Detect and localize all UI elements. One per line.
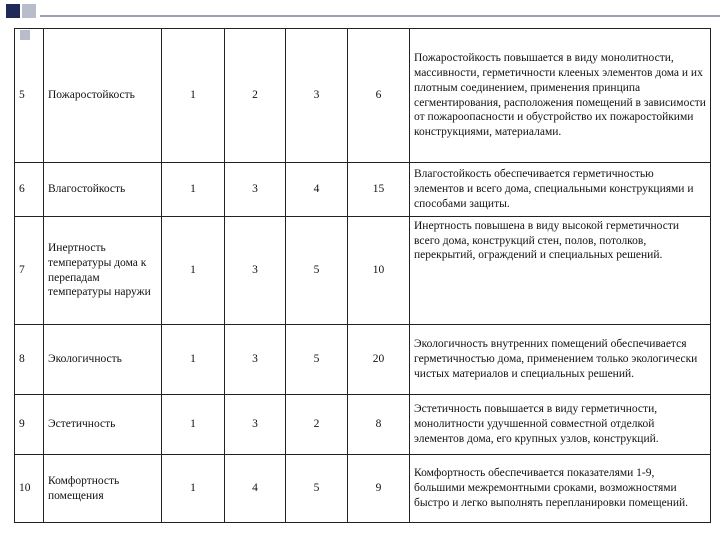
corner-square-dark [6,4,20,18]
value-cell: 10 [348,217,410,325]
properties-table [14,28,711,523]
value-cell: 1 [162,395,225,455]
value-cell: 1 [162,217,225,325]
property-description: Экологичность внутренних помещений обеспечивается герметичностью дома, применением только экологически чистых материалов и специальных решений. [410,325,711,395]
value-cell: 3 [286,29,348,163]
property-description: Эстетичность повышается в виду герметичности, монолитности удучшенной совместной отделкой элементов дома, его крупных узлов, конструкций. [410,395,711,455]
row-number: 8 [15,325,44,395]
header-rule [40,15,720,17]
value-cell: 2 [286,395,348,455]
table-row [15,325,711,395]
property-name: Эстетичность [44,395,162,455]
corner-square-light [22,4,36,18]
value-cell: 5 [286,217,348,325]
table-row [15,395,711,455]
value-cell: 8 [348,395,410,455]
table-row [15,29,711,163]
value-cell: 5 [286,455,348,523]
value-cell: 1 [162,163,225,217]
property-name: Экологичность [44,325,162,395]
value-cell: 6 [348,29,410,163]
value-cell: 15 [348,163,410,217]
row-number: 7 [15,217,44,325]
table-row [15,217,711,325]
value-cell: 4 [286,163,348,217]
table-row [15,455,711,523]
value-cell: 3 [225,325,286,395]
table-row [15,163,711,217]
value-cell: 3 [225,163,286,217]
value-cell: 20 [348,325,410,395]
property-description: Комфортность обеспечивается показателями 1-9, большими межремонтными сроками, возможностями быстро и легко выполнять перепланировки помещений. [410,455,711,523]
property-name: Комфортность помещения [44,455,162,523]
value-cell: 1 [162,29,225,163]
value-cell: 4 [225,455,286,523]
property-description: Пожаростойкость повышается в виду монолитности, массивности, герметичности клееных элементов дома и их плотным соединением, применения принципа сегментирования, расположения помещений в зависимости от пожароопасности и обустройство их пожаростойкими конструкциями, материалами. [410,29,711,163]
value-cell: 5 [286,325,348,395]
property-description: Инертность повышена в виду высокой герметичности всего дома, конструкций стен, полов, потолков, перекрытий, ограждений и специальных решений. [410,217,711,325]
row-number: 6 [15,163,44,217]
property-name: Инертность температуры дома к перепадам температуры наружи [44,217,162,325]
property-name: Влагостойкость [44,163,162,217]
value-cell: 1 [162,455,225,523]
row-number: 9 [15,395,44,455]
property-name: Пожаростойкость [44,29,162,163]
value-cell: 9 [348,455,410,523]
row-number: 10 [15,455,44,523]
value-cell: 1 [162,325,225,395]
value-cell: 2 [225,29,286,163]
value-cell: 3 [225,395,286,455]
row-number: 5 [15,29,44,163]
value-cell: 3 [225,217,286,325]
property-description: Влагостойкость обеспечивается герметичностью элементов и всего дома, специальными конструкциями и способами защиты. [410,163,711,217]
